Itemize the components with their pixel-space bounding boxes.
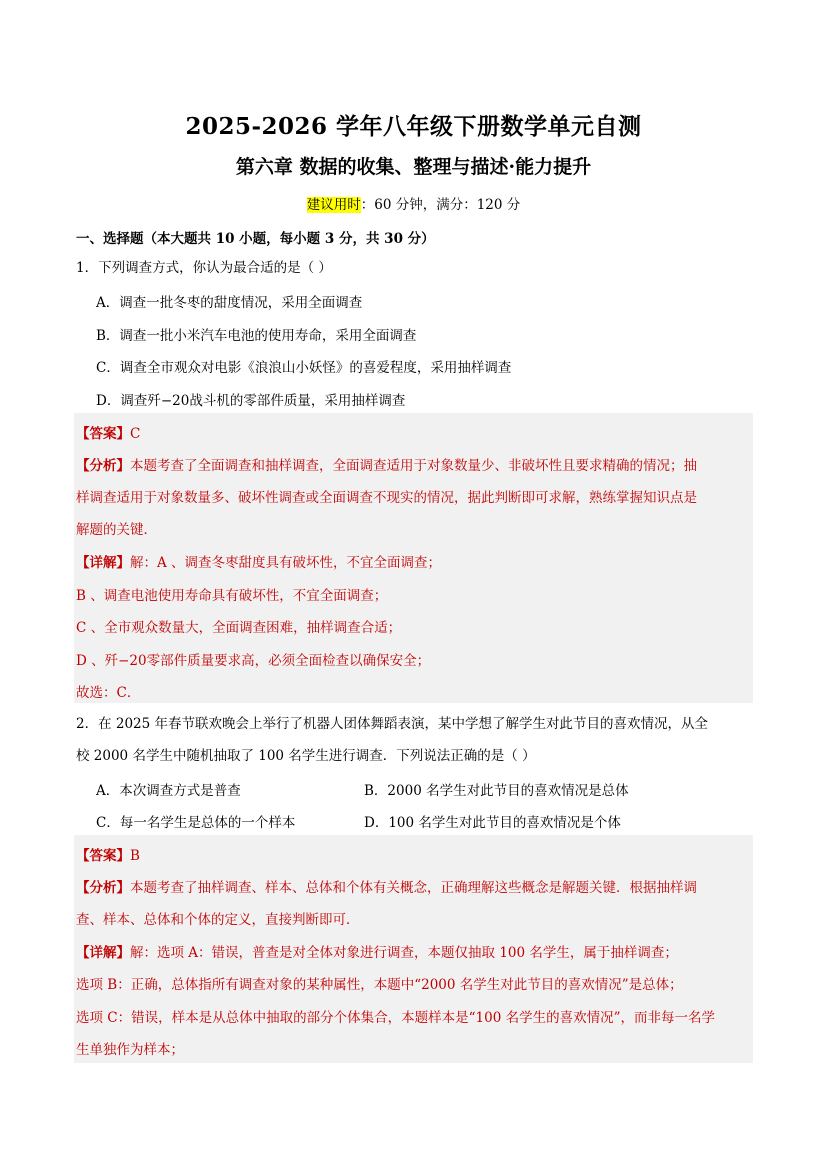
q1-analysis-line-1	[76, 454, 697, 474]
q1-answer-label: 【答案】	[76, 426, 130, 442]
q1-option-a: A．调查一批冬枣的甜度情况，采用全面调查	[96, 295, 363, 311]
q2-detail-label: 【详解】	[76, 945, 130, 961]
q2-stem-line-2: 校 2000 名学生中随机抽取了 100 名学生进行调查．下列说法正确的是（ ）	[76, 748, 536, 764]
q1-stem: 1．下列调查方式，你认为最合适的是（ ）	[76, 260, 332, 276]
q2-analysis-text-1: 本题考查了抽样调查、样本、总体和个体有关概念，正确理解这些概念是解题关键．根据抽样调	[130, 880, 697, 896]
q2-option-c: C．每一名学生是总体的一个样本	[96, 815, 296, 831]
time-rest: ：60 分钟，满分：120 分	[360, 197, 521, 213]
q1-analysis-line-2: 样调查适用于对象数量多、破坏性调查或全面调查不现实的情况，据此判断即可求解，熟练掌握知识点是	[76, 490, 697, 506]
q1-answer-value: C	[130, 426, 141, 442]
time-label: 建议用时	[306, 197, 361, 213]
q1-detail-text-1: 解：A 、调查冬枣甜度具有破坏性，不宜全面调查；	[130, 555, 442, 571]
q1-detail-line-3: C 、全市观众数量大，全面调查困难，抽样调查合适；	[76, 620, 402, 636]
chapter-subtitle: 第六章 数据的收集、整理与描述·能力提升	[235, 156, 592, 178]
q2-option-b: B．2000 名学生对此节目的喜欢情况是总体	[364, 783, 629, 799]
q1-detail-line-4: D 、歼−20零部件质量要求高，必须全面检查以确保安全；	[76, 653, 431, 669]
q2-analysis-line-1	[76, 876, 697, 896]
q2-detail-text-1: 解：选项 A：错误，普查是对全体对象进行调查，本题仅抽取 100 名学生，属于抽样调查；	[130, 945, 678, 961]
q2-option-d: D．100 名学生对此节目的喜欢情况是个体	[364, 815, 621, 831]
q1-analysis-line-3: 解题的关键．	[76, 522, 157, 538]
q2-option-a: A．本次调查方式是普查	[96, 783, 241, 799]
q1-analysis-label: 【分析】	[76, 458, 130, 474]
section-heading: 一、选择题（本大题共 10 小题，每小题 3 分，共 30 分）	[76, 231, 435, 247]
q2-answer	[76, 844, 140, 864]
q1-detail-label: 【详解】	[76, 555, 130, 571]
q2-detail-line-2: 选项 B：正确，总体指所有调查对象的某种属性，本题中“2000 名学生对此节目的喜欢情况”是总体；	[76, 977, 683, 993]
q1-answer	[76, 422, 140, 442]
q2-answer-value: B	[130, 848, 140, 864]
q2-detail-line-4: 生单独作为样本；	[76, 1042, 184, 1058]
page-title: 2025-2026 学年八年级下册数学单元自测	[185, 113, 642, 140]
q1-conclusion: 故选：C．	[76, 685, 141, 701]
q2-detail-line-1	[76, 941, 678, 961]
q1-option-d: D．调查歼−20战斗机的零部件质量，采用抽样调查	[96, 393, 406, 409]
time-info	[0, 193, 827, 213]
q2-stem-line-1: 2．在 2025 年春节联欢晚会上举行了机器人团体舞蹈表演，某中学想了解学生对此节目的喜欢情况，从全	[76, 716, 709, 732]
q1-detail-line-2: B 、调查电池使用寿命具有破坏性，不宜全面调查；	[76, 588, 388, 604]
q1-option-c: C．调查全市观众对电影《浪浪山小妖怪》的喜爱程度，采用抽样调查	[96, 360, 512, 376]
q2-detail-line-3: 选项 C：错误，样本是从总体中抽取的部分个体集合，本题样本是“100 名学生的喜欢情况”，而非每一名学	[76, 1010, 715, 1026]
q1-option-b: B．调查一批小米汽车电池的使用寿命，采用全面调查	[96, 328, 417, 344]
q1-detail-line-1	[76, 551, 441, 571]
q2-analysis-line-2: 查、样本、总体和个体的定义，直接判断即可．	[76, 912, 360, 928]
q2-analysis-label: 【分析】	[76, 880, 130, 896]
q2-answer-label: 【答案】	[76, 848, 130, 864]
q1-analysis-text-1: 本题考查了全面调查和抽样调查，全面调查适用于对象数量少、非破坏性且要求精确的情况；抽	[130, 458, 697, 474]
